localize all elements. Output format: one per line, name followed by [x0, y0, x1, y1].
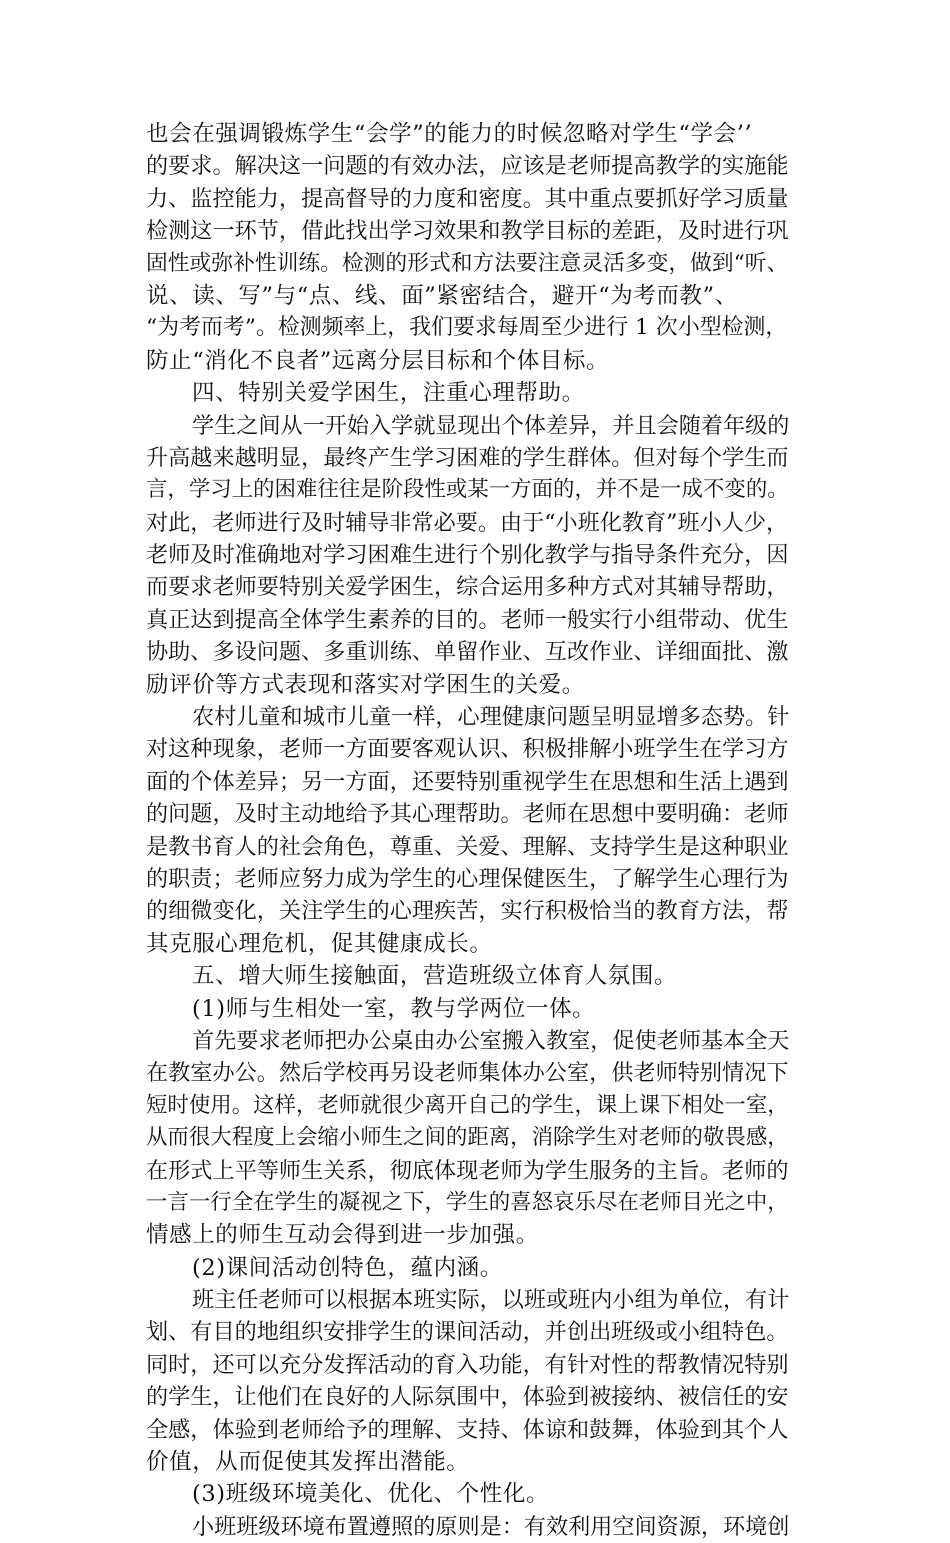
- text-line: 划、有目的地组织安排学生的课间活动，并创出班级或小组特色。: [146, 1319, 789, 1346]
- text-line: 固性或弥补性训练。检测的形式和方法要注意灵活多变，做到“听、: [146, 250, 789, 276]
- text-line: 价值，从而促使其发挥出潜能。: [146, 1449, 470, 1476]
- text-line: 对此，老师进行及时辅导非常必要。由于“小班化教育”班小人少，: [146, 509, 789, 536]
- text-line: 升高越来越明显，最终产生学习困难的学生群体。但对每个学生而: [146, 444, 789, 471]
- text-line: 协助、多设问题、多重训练、单留作业、互改作业、详细面批、激: [146, 639, 789, 666]
- text-line: 真正达到提高全体学生素养的目的。老师一般实行小组带动、优生: [146, 606, 789, 633]
- text-line: 说、读、写”与“点、线、面”紧密结合，避开“为考而教”、: [146, 282, 738, 309]
- text-line: 情感上的师生互动会得到进一步加强。: [146, 1222, 539, 1249]
- text-line: 其克服心理危机，促其健康成长。: [146, 930, 493, 957]
- text-line: 励评价等方式表现和落实对学困生的关爱。: [146, 671, 585, 698]
- text-line: 的细微变化，关注学生的心理疾苦，实行积极恰当的教育方法，帮: [146, 898, 789, 925]
- text-line: 五、增大师生接触面，营造班级立体育人氛围。: [192, 963, 678, 990]
- text-line: 老师及时准确地对学习困难生进行个别化教学与指导条件充分，因: [146, 542, 789, 569]
- text-line: 从而很大程度上会缩小师生之间的距离，消除学生对老师的敬畏感，: [146, 1125, 789, 1151]
- text-line: 全感，体验到老师给予的理解、支持、体谅和鼓舞，体验到其个人: [146, 1416, 789, 1443]
- text-line: 在形式上平等师生关系，彻底体现老师为学生服务的主旨。老师的: [146, 1157, 789, 1184]
- text-line: 而要求老师要特别关爱学困生，综合运用多种方式对其辅导帮助，: [146, 574, 789, 601]
- text-line: (2)课间活动创特色，蕴内涵。: [192, 1254, 503, 1281]
- text-line: 小班班级环境布置遵照的原则是：有效利用空间资源，环境创: [192, 1513, 790, 1540]
- text-line: “为考而考”。检测频率上，我们要求每周至少进行 1 次小型检测，: [146, 315, 788, 341]
- text-line: 言，学习上的困难往往是阶段性或某一方面的，并不是一成不变的。: [146, 477, 789, 503]
- text-line: 农村儿童和城市儿童一样，心理健康问题呈明显增多态势。针: [192, 704, 790, 731]
- text-line: 首先要求老师把办公桌由办公室搬入教室，促使老师基本全天: [192, 1027, 790, 1054]
- text-line: 的学生，让他们在良好的人际氛围中，体验到被接纳、被信任的安: [146, 1384, 789, 1411]
- text-line: 检测这一环节，借此找出学习效果和教学目标的差距，及时进行巩: [146, 218, 789, 245]
- text-line: 面的个体差异；另一方面，还要特别重视学生在思想和生活上遇到: [146, 768, 789, 795]
- document-body: [146, 118, 806, 1543]
- text-line: (1)师与生相处一室，教与学两位一体。: [192, 995, 596, 1022]
- text-line: 力、监控能力，提高督导的力度和密度。其中重点要抓好学习质量: [146, 185, 789, 212]
- text-line: 同时，还可以充分发挥活动的育入功能，有针对性的帮教情况特别: [146, 1351, 789, 1378]
- text-line: 一言一行全在学生的凝视之下，学生的喜怒哀乐尽在老师目光之中，: [146, 1189, 789, 1215]
- text-line: 在教室办公。然后学校再另设老师集体办公室，供老师特别情况下: [146, 1060, 789, 1087]
- text-line: 的职责；老师应努力成为学生的心理保健医生，了解学生心理行为: [146, 865, 789, 892]
- text-line: 的要求。解决这一问题的有效办法，应该是老师提高教学的实施能: [146, 153, 789, 180]
- text-line: 防止“消化不良者”远离分层目标和个体目标。: [146, 347, 610, 374]
- text-line: 也会在强调锻炼学生“会学”的能力的时候忽略对学生“学会’’: [146, 121, 753, 147]
- text-line: 学生之间从一开始入学就显现出个体差异，并且会随着年级的: [192, 412, 790, 439]
- text-line: 四、特别关爱学困生，注重心理帮助。: [192, 380, 585, 407]
- text-line: 的问题，及时主动地给予其心理帮助。老师在思想中要明确：老师: [146, 801, 789, 828]
- text-line: (3)班级环境美化、优化、个性化。: [192, 1481, 550, 1508]
- text-line: 对这种现象，老师一方面要客观认识、积极排解小班学生在学习方: [146, 736, 789, 763]
- text-line: 班主任老师可以根据本班实际，以班或班内小组为单位，有计: [192, 1287, 790, 1314]
- text-line: 是教书育人的社会角色，尊重、关爱、理解、支持学生是这种职业: [146, 833, 789, 860]
- text-line: 短时使用。这样，老师就很少离开自己的学生，课上课下相处一室，: [146, 1092, 789, 1118]
